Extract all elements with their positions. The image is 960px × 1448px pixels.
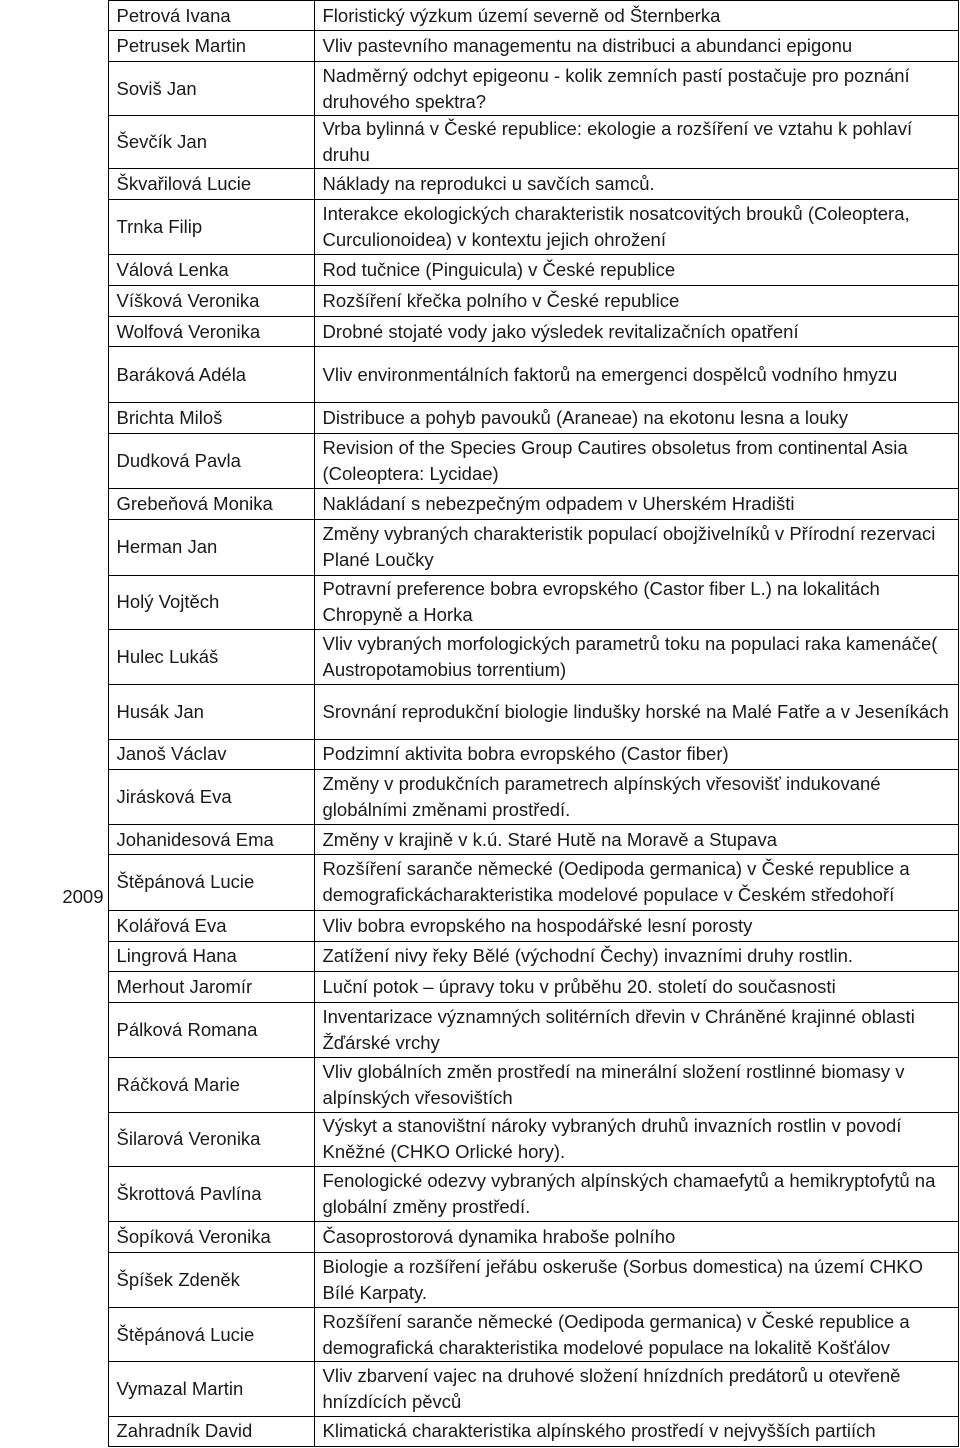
author-name: Merhout Jaromír [108,971,314,1002]
thesis-title: Drobné stojaté vody jako výsledek revitalizačních opatření [314,316,958,346]
thesis-title: Luční potok – úpravy toku v průběhu 20. století do současnosti [314,971,958,1002]
thesis-title: Nakládaní s nebezpečným odpadem v Uherském Hradišti [314,488,958,519]
author-name: Šopíková Veronika [108,1222,314,1252]
table-row [0,769,958,824]
author-name: Škvařilová Lucie [108,169,314,200]
author-name: Soviš Jan [108,62,314,115]
thesis-title: Vrba bylinná v České republice: ekologie a rozšíření ve vztahu k pohlaví druhu [314,115,958,168]
author-name: Johanidesová Ema [108,825,314,855]
table-row [0,347,958,403]
author-name: Holý Vojtěch [108,575,314,629]
author-name: Šilarová Veronika [108,1112,314,1166]
thesis-title: Potravní preference bobra evropského (Castor fiber L.) na lokalitách Chropyně a Horka [314,575,958,629]
author-name: Petrusek Martin [108,31,314,62]
author-name: Petrová Ivana [108,1,314,31]
author-name: Zahradník David [108,1416,314,1446]
thesis-title: Vliv pastevního managementu na distribuci a abundanci epigonu [314,31,958,62]
thesis-title: Rozšíření sarančе německé (Oedipoda germanica) v České republice a demografická charakteristika modelové populace na lokalitě Košťálov [314,1308,958,1362]
author-name: Jirásková Eva [108,769,314,824]
thesis-title: Interakce ekologických charakteristik nosatcovitých brouků (Coleoptera, Curculionoidea) v kontextu jejich ohrožení [314,200,958,254]
thesis-title: Časoprostorová dynamika hraboše polního [314,1222,958,1252]
table-row [0,1,958,31]
author-name: Lingrová Hana [108,941,314,971]
table-row [0,629,958,684]
table-row [0,1252,958,1307]
table-row [0,31,958,62]
thesis-title: Revision of the Species Group Cautires obsoletus from continental Asia (Coleoptera: Lycidae) [314,433,958,488]
thesis-title: Floristický výzkum území severně od Šternberka [314,1,958,31]
thesis-title: Změny v produkčních parametrech alpínských vřesovišť indukované globálními změnami prostředí. [314,769,958,824]
table-row [0,1416,958,1446]
table-row [0,825,958,855]
table-row [0,433,958,488]
thesis-title: Náklady na reprodukci u savčích samců. [314,169,958,200]
thesis-title: Distribuce a pohyb pavouků (Araneae) na ekotonu lesna a louky [314,403,958,433]
thesis-title: Klimatická charakteristika alpínského prostředí v nejvyšších partiích [314,1416,958,1446]
thesis-title: Výskyt a stanovištní nároky vybraných druhů invazních rostlin v povodí Kněžné (CHKO Orlické hory). [314,1112,958,1166]
author-name: Pálková Romana [108,1003,314,1058]
table-row [0,285,958,316]
thesis-title: Rozšíření sarančе německé (Oedipoda germanica) v České republice a demografickácharakteristika modelové populace v Českém středohoří [314,855,958,910]
table-row [0,971,958,1002]
table-row [0,1362,958,1416]
thesis-title: Zatížení nivy řeky Bělé (východní Čechy) invazními druhy rostlin. [314,941,958,971]
author-name: Hulec Lukáš [108,629,314,684]
table-row [0,685,958,739]
author-name: Válová Lenka [108,254,314,285]
thesis-title: Vliv globálních změn prostředí na minerální složení rostlinné biomasy v alpínských vřesovištích [314,1058,958,1112]
author-name: Štěpánová Lucie [108,855,314,910]
table-row [0,1308,958,1362]
author-name: Štěpánová Lucie [108,1308,314,1362]
table-row [0,1058,958,1112]
author-name: Víšková Veronika [108,285,314,316]
table-row [0,1222,958,1252]
author-name: Herman Jan [108,520,314,575]
author-name: Grebeňová Monika [108,488,314,519]
table-row [0,855,958,910]
thesis-title: Změny vybraných charakteristik populací obojživelníků v Přírodní rezervaci Plané Loučky [314,520,958,575]
table-row [0,520,958,575]
table-row [0,316,958,346]
table-row [0,941,958,971]
author-name: Ševčík Jan [108,115,314,168]
author-name: Trnka Filip [108,200,314,254]
thesis-title: Změny v krajině v k.ú. Staré Hutě na Moravě a Stupava [314,825,958,855]
thesis-title: Podzimní aktivita bobra evropského (Castor fiber) [314,739,958,769]
author-name: Dudková Pavla [108,433,314,488]
thesis-title: Fenologické odezvy vybraných alpínských chamaefytů a hemikryptofytů na globální změny prostředí. [314,1167,958,1222]
author-name: Ráčková Marie [108,1058,314,1112]
theses-table-body [0,1,958,1447]
thesis-title: Vliv vybraných morfologických parametrů toku na populaci raka kamenáče( Austropotamobius torrentium) [314,629,958,684]
table-row [0,403,958,433]
author-name: Špíšek Zdeněk [108,1252,314,1307]
author-name: Vymazal Martin [108,1362,314,1416]
thesis-title: Srovnání reprodukční biologie linduškу horské na Malé Fatře a v Jeseníkách [314,685,958,739]
author-name: Wolfová Veronika [108,316,314,346]
table-row [0,575,958,629]
table-row [0,1003,958,1058]
thesis-title: Vliv zbarvení vajec na druhové složení hnízdních predátorů u otevřeně hnízdících pěvců [314,1362,958,1416]
table-row [0,62,958,115]
thesis-title: Vliv bobra evropského na hospodářské lesní porosty [314,910,958,941]
author-name: Brichta Miloš [108,403,314,433]
thesis-title: Inventarizace významných solitérních dřevin v Chráněné krajinné oblasti Žďárské vrchy [314,1003,958,1058]
author-name: Škrottová Pavlína [108,1167,314,1222]
table-row [0,169,958,200]
table-row [0,910,958,941]
thesis-title: Nadměrný odchyt epigeonu - kolik zemních pastí postačuje pro poznání druhového spektra? [314,62,958,115]
author-name: Husák Jan [108,685,314,739]
table-row [0,1112,958,1166]
table-row [0,488,958,519]
year-cell-empty [0,1,108,347]
year-cell: 2009 [62,885,104,907]
table-row [0,254,958,285]
thesis-title: Rod tučnice (Pinguicula) v České republice [314,254,958,285]
table-row [0,200,958,254]
author-name: Baráková Adéla [108,347,314,403]
table-row [0,1167,958,1222]
table-row [0,115,958,168]
thesis-title: Biologie a rozšíření jeřábu oskeruše (Sorbus domestica) na území CHKO Bílé Karpaty. [314,1252,958,1307]
author-name: Janoš Václav [108,739,314,769]
author-name: Kolářová Eva [108,910,314,941]
table-row [0,739,958,769]
thesis-title: Vliv environmentálních faktorů na emergenci dospělců vodního hmyzu [314,347,958,403]
thesis-title: Rozšíření křečka polního v České republice [314,285,958,316]
